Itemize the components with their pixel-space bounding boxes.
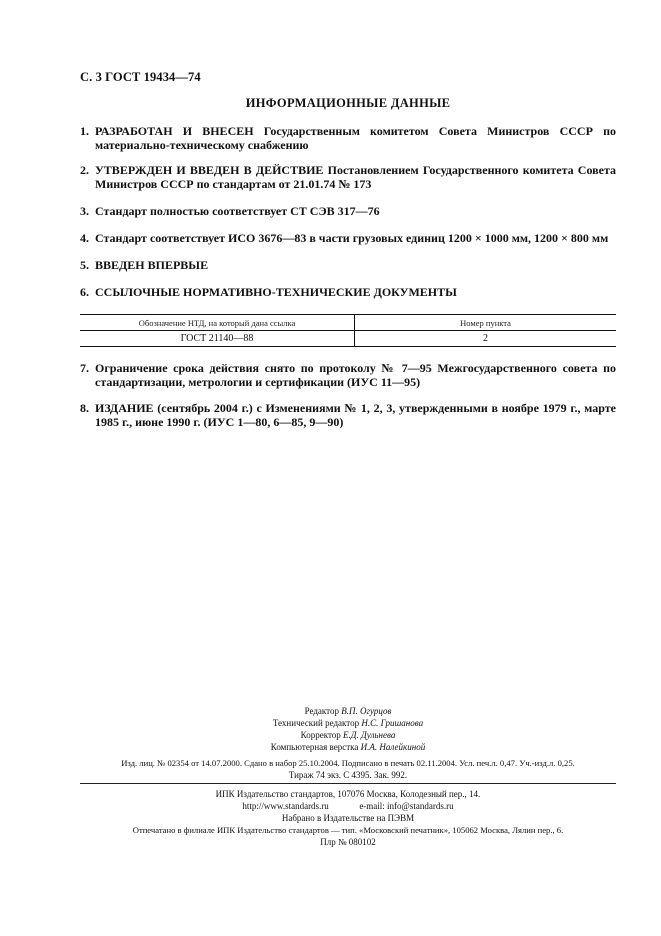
info-item-3 [80,204,616,218]
website-link[interactable]: http://www.standards.ru [242,801,329,811]
item-text: Стандарт соответствует ИСО 3676—83 в части грузовых единиц 1200 × 1000 мм, 1200 × 800 мм [95,231,609,245]
item-text: ВВЕДЕН ВПЕРВЫЕ [95,258,209,272]
imprint-rule [80,783,616,784]
item-text: ИЗДАНИЕ (сентябрь 2004 г.) с Изменениями № 1, 2, 3, утвержденными в ноябре 1979 г., марте 1985 г., июне 1990 г. (ИУС 1—80, 6—85, 9—90) [95,401,616,429]
item-text: Ограничение срока действия снято по протоколу № 7—95 Межгосударственного совета по стандартизации, метрологии и сертификации (ИУС 11—95) [95,361,616,389]
credit-name: Н.С. Гришанова [361,718,424,728]
reference-table [80,314,616,347]
credit-line [80,717,616,729]
table-row [80,331,616,348]
item-number: 3. [80,204,89,218]
credit-role: Корректор [300,730,341,740]
info-item-2 [80,163,616,191]
page-header: С. 3 ГОСТ 19434—74 [80,70,201,84]
column-header-document: Обозначение НТД, на который дана ссылка [80,315,355,331]
imprint-line-2: Тираж 74 экз. С 4395. Зак. 992. [288,770,408,780]
column-header-clause: Номер пункта [355,315,617,331]
info-item-4 [80,231,616,245]
credit-name: В.П. Огурцов [341,706,392,716]
email-link[interactable]: e-mail: info@standards.ru [359,801,454,811]
credit-role: Редактор [304,706,339,716]
printing-note: Отпечатано в филиале ИПК Издательство стандартов — тип. «Московский печатник», 105062 Москва, Лялин пер., 6. [132,825,564,835]
info-item-1 [80,124,616,152]
table-bottom-rule [80,346,616,347]
editorial-credits [80,705,616,753]
credit-role: Компьютерная верстка [270,742,359,752]
item-number: 4. [80,231,89,245]
section-title: ИНФОРМАЦИОННЫЕ ДАННЫЕ [245,96,451,110]
info-item-8 [80,401,616,429]
info-item-5 [80,258,616,272]
item-number: 6. [80,285,89,299]
typeset-note: Набрано в Издательстве на ПЭВМ [281,813,415,823]
credit-line [80,705,616,717]
item-number: 5. [80,258,89,272]
imprint-line-1: Изд. лиц. № 02354 от 14.07.2000. Сдано в набор 25.10.2004. Подписано в печать 02.11.2004. Усл. печ.л. 0,47. Уч.-изд.л. 0,25. [121,758,575,768]
publisher-address: ИПК Издательство стандартов, 107076 Москва, Колодезный пер., 14. [215,789,481,799]
item-text: РАЗРАБОТАН И ВНЕСЕН Государственным комитетом Совета Министров СССР по материально-техническому снабжению [95,124,616,152]
info-item-7 [80,361,616,389]
credit-name: Е.Д. Дульнева [343,730,396,740]
item-text: УТВЕРЖДЕН И ВВЕДЕН В ДЕЙСТВИЕ Постановлением Государственного комитета Совета Министров СССР по стандартам от 21.01.74 № 173 [95,163,616,191]
item-text: ССЫЛОЧНЫЕ НОРМАТИВНО-ТЕХНИЧЕСКИЕ ДОКУМЕНТЫ [95,285,457,299]
item-number: 7. [80,361,89,375]
credit-line [80,741,616,753]
item-number: 1. [80,124,89,138]
plr-number: Плр № 080102 [320,837,376,847]
credit-role: Технический редактор [272,718,360,728]
item-number: 2. [80,163,89,177]
item-number: 8. [80,401,89,415]
item-text: Стандарт полностью соответствует СТ СЭВ 317—76 [95,204,380,218]
credit-line [80,729,616,741]
cell-document: ГОСТ 21140—88 [80,331,355,348]
cell-clause: 2 [483,333,488,344]
publisher-contacts [80,800,616,812]
credit-name: И.А. Налейкиной [360,742,426,752]
table-header-row [80,315,616,331]
info-item-6 [80,285,616,299]
